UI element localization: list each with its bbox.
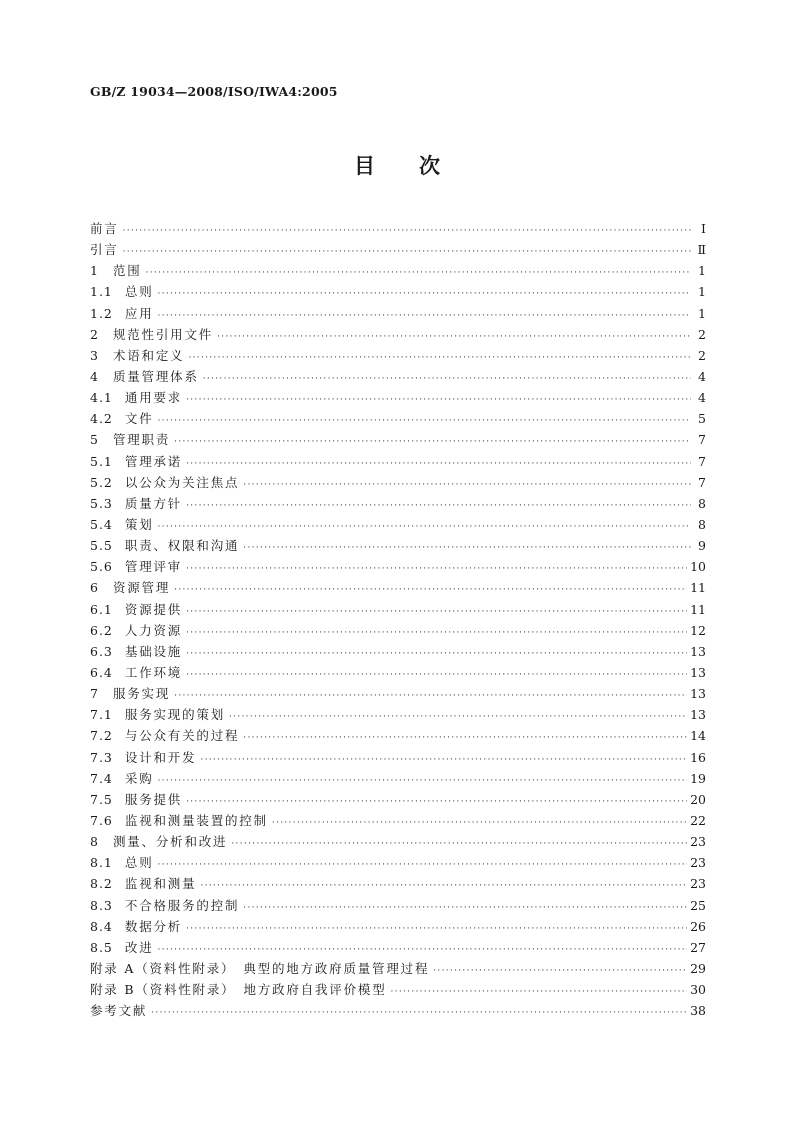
- toc-entry[interactable]: [90, 1000, 706, 1021]
- toc-entry-text: 采购: [124, 770, 154, 786]
- toc-leader-dots: [186, 602, 687, 623]
- toc-entry[interactable]: [90, 873, 706, 894]
- toc-entry-number: 7.5: [90, 791, 113, 807]
- toc-entry-text: 参考文献: [90, 1003, 148, 1019]
- toc-leader-dots: [243, 475, 691, 496]
- toc-entry-label: [90, 408, 158, 429]
- toc-entry[interactable]: [90, 895, 706, 916]
- toc-leader-dots: [243, 538, 691, 559]
- toc-entry-text: 文件: [124, 411, 154, 427]
- toc-entry-page: 1: [698, 263, 706, 279]
- toc-entry-page: 13: [690, 686, 706, 702]
- toc-entry[interactable]: [90, 303, 706, 324]
- toc-leader-dots: [200, 876, 687, 897]
- toc-leader-dots: [186, 390, 691, 411]
- toc-entry[interactable]: [90, 218, 706, 239]
- toc-entry-text: 应用: [124, 305, 154, 321]
- toc-entry[interactable]: [90, 620, 706, 641]
- toc-entry-text: 数据分析: [124, 918, 183, 934]
- toc-entry-number: 4: [90, 368, 99, 384]
- toc-leader-dots: [433, 961, 687, 982]
- toc-leader-dots: [158, 306, 692, 327]
- toc-leader-dots: [186, 496, 691, 517]
- standard-code: GB/Z 19034—2008/ISO/IWA4:2005: [90, 84, 338, 99]
- toc-entry-label: [90, 324, 217, 345]
- toc-entry-label: [90, 704, 229, 725]
- toc-entry[interactable]: [90, 599, 706, 620]
- toc-entry-label: [90, 451, 186, 472]
- toc-entry[interactable]: [90, 472, 706, 493]
- toc-entry-number: 7.3: [90, 749, 113, 765]
- toc-entry-page: 11: [690, 580, 706, 596]
- toc-entry-number: 7.1: [90, 707, 113, 723]
- toc-leader-dots: [151, 1003, 687, 1024]
- toc-entry-label: [90, 429, 174, 450]
- toc-entry-page: 14: [690, 728, 706, 744]
- toc-entry-text: 总则: [124, 284, 154, 300]
- toc-leader-dots: [186, 644, 687, 665]
- toc-entry[interactable]: [90, 556, 706, 577]
- toc-entry-text: 术语和定义: [112, 347, 185, 363]
- toc-entry-page: 16: [690, 749, 706, 765]
- toc-entry-page: 13: [690, 664, 706, 680]
- toc-entry-page: 1: [698, 305, 706, 321]
- toc-entry-number: 8.2: [90, 876, 113, 892]
- toc-entry-number: 5.2: [90, 474, 113, 490]
- toc-entry-number: 8.4: [90, 918, 113, 934]
- toc-entry-label: [90, 493, 186, 514]
- toc-leader-dots: [158, 284, 692, 305]
- toc-entry[interactable]: [90, 260, 706, 281]
- toc-entry-page: 22: [690, 812, 706, 828]
- toc-entry[interactable]: [90, 789, 706, 810]
- toc-leader-dots: [186, 665, 687, 686]
- toc-entry-text: 管理承诺: [124, 453, 183, 469]
- toc-entry[interactable]: [90, 810, 706, 831]
- toc-entry[interactable]: [90, 725, 706, 746]
- toc-entry-text: 职责、权限和沟通: [124, 538, 240, 554]
- toc-entry-text: 工作环境: [124, 664, 183, 680]
- toc-entry-label: [90, 281, 158, 302]
- toc-entry-label: [90, 725, 243, 746]
- toc-entry-text: 资源提供: [124, 601, 183, 617]
- toc-entry-number: 5.5: [90, 538, 113, 554]
- toc-entry-page: Ⅱ: [697, 242, 706, 258]
- toc-entry-page: 4: [698, 390, 706, 406]
- toc-entry-label: [90, 683, 174, 704]
- toc-entry-text: 附录 A（资料性附录） 典型的地方政府质量管理过程: [90, 960, 430, 976]
- toc-entry-page: 8: [698, 495, 706, 511]
- toc-entry-page: 4: [698, 368, 706, 384]
- toc-entry-text: 监视和测量: [124, 876, 197, 892]
- toc-entry-label: [90, 662, 186, 683]
- toc-entry-page: 23: [690, 855, 706, 871]
- toc-entry-page: 7: [698, 432, 706, 448]
- toc-entry[interactable]: [90, 641, 706, 662]
- toc-entry-label: [90, 218, 123, 239]
- toc-entry-page: 25: [690, 897, 706, 913]
- toc-entry-text: 管理评审: [124, 559, 183, 575]
- toc-entry-page: 23: [690, 876, 706, 892]
- toc-entry-page: 10: [690, 559, 706, 575]
- toc-entry-text: 测量、分析和改进: [112, 834, 228, 850]
- toc-entry-number: 4.1: [90, 390, 113, 406]
- toc-entry-number: 6.3: [90, 643, 113, 659]
- table-of-contents: [90, 218, 706, 1021]
- toc-entry-text: 服务实现: [112, 686, 171, 702]
- toc-entry-page: 23: [690, 834, 706, 850]
- toc-entry[interactable]: [90, 577, 706, 598]
- toc-entry[interactable]: [90, 535, 706, 556]
- toc-leader-dots: [174, 686, 687, 707]
- toc-entry-text: 不合格服务的控制: [124, 897, 240, 913]
- toc-entry-label: [90, 535, 243, 556]
- toc-entry-label: [90, 577, 174, 598]
- toc-entry[interactable]: [90, 239, 706, 260]
- toc-leader-dots: [174, 580, 687, 601]
- toc-entry-number: 6.4: [90, 664, 113, 680]
- toc-entry-page: 5: [698, 411, 706, 427]
- toc-entry-label: [90, 831, 231, 852]
- toc-leader-dots: [186, 454, 691, 475]
- toc-entry-label: [90, 345, 188, 366]
- toc-entry-label: [90, 260, 146, 281]
- toc-entry-page: 2: [698, 326, 706, 342]
- toc-leader-dots: [123, 242, 691, 263]
- toc-leader-dots: [158, 411, 692, 432]
- toc-entry-number: 6.1: [90, 601, 113, 617]
- toc-entry-number: 1.1: [90, 284, 113, 300]
- toc-entry-page: 19: [690, 770, 706, 786]
- toc-entry-page: 9: [698, 538, 706, 554]
- toc-entry-page: 2: [698, 347, 706, 363]
- toc-entry-page: 1: [698, 284, 706, 300]
- toc-entry-page: 13: [690, 707, 706, 723]
- toc-leader-dots: [174, 432, 691, 453]
- toc-entry[interactable]: [90, 979, 706, 1000]
- toc-leader-dots: [231, 834, 687, 855]
- toc-entry-label: [90, 599, 186, 620]
- toc-entry-text: 设计和开发: [124, 749, 197, 765]
- toc-entry-number: 5.3: [90, 495, 113, 511]
- toc-entry-label: [90, 852, 158, 873]
- toc-leader-dots: [243, 898, 687, 919]
- toc-entry[interactable]: [90, 704, 706, 725]
- toc-entry-number: 7.4: [90, 770, 113, 786]
- toc-entry[interactable]: [90, 831, 706, 852]
- toc-entry[interactable]: [90, 493, 706, 514]
- toc-entry-number: 5: [90, 432, 99, 448]
- toc-entry-label: [90, 239, 123, 260]
- toc-entry-label: [90, 514, 158, 535]
- toc-entry[interactable]: [90, 451, 706, 472]
- toc-entry[interactable]: [90, 916, 706, 937]
- toc-leader-dots: [217, 327, 691, 348]
- toc-entry-number: 8.1: [90, 855, 113, 871]
- toc-entry-label: [90, 387, 186, 408]
- toc-entry-label: [90, 937, 158, 958]
- toc-leader-dots: [158, 855, 688, 876]
- toc-entry-page: 26: [690, 918, 706, 934]
- toc-entry-number: 6: [90, 580, 99, 596]
- toc-entry-text: 服务提供: [124, 791, 183, 807]
- toc-entry[interactable]: [90, 747, 706, 768]
- toc-leader-dots: [186, 623, 687, 644]
- toc-entry-text: 总则: [124, 855, 154, 871]
- toc-entry-text: 规范性引用文件: [112, 326, 214, 342]
- toc-entry-label: [90, 620, 186, 641]
- toc-entry-label: [90, 789, 186, 810]
- toc-entry-page: 13: [690, 643, 706, 659]
- toc-entry[interactable]: [90, 366, 706, 387]
- toc-entry-label: [90, 979, 391, 1000]
- toc-entry-number: 7.6: [90, 812, 113, 828]
- toc-leader-dots: [123, 221, 691, 242]
- toc-entry-label: [90, 810, 272, 831]
- toc-entry-page: 29: [690, 960, 706, 976]
- toc-leader-dots: [391, 982, 688, 1003]
- toc-entry-label: [90, 366, 203, 387]
- toc-entry-text: 引言: [90, 242, 119, 258]
- toc-entry-page: 12: [690, 622, 706, 638]
- toc-entry-page: 8: [698, 516, 706, 532]
- toc-leader-dots: [188, 348, 691, 369]
- toc-entry-number: 5.4: [90, 516, 113, 532]
- toc-entry[interactable]: [90, 281, 706, 302]
- toc-entry-number: 8.3: [90, 897, 113, 913]
- toc-entry[interactable]: [90, 937, 706, 958]
- toc-entry-number: 7.2: [90, 728, 113, 744]
- toc-leader-dots: [272, 813, 687, 834]
- toc-entry-number: 1: [90, 263, 99, 279]
- toc-leader-dots: [186, 919, 687, 940]
- toc-entry[interactable]: [90, 852, 706, 873]
- toc-entry-page: 7: [698, 474, 706, 490]
- toc-entry-text: 通用要求: [124, 390, 183, 406]
- toc-entry-number: 7: [90, 686, 99, 702]
- toc-leader-dots: [146, 263, 691, 284]
- page-title: 目次: [354, 153, 484, 178]
- toc-entry-number: 4.2: [90, 411, 113, 427]
- toc-entry-text: 范围: [112, 263, 142, 279]
- toc-entry[interactable]: [90, 324, 706, 345]
- toc-entry-label: [90, 873, 200, 894]
- toc-entry-page: 11: [690, 601, 706, 617]
- toc-entry[interactable]: [90, 514, 706, 535]
- toc-leader-dots: [243, 728, 687, 749]
- toc-entry-text: 与公众有关的过程: [124, 728, 240, 744]
- toc-entry-text: 服务实现的策划: [124, 707, 225, 723]
- toc-entry-label: [90, 641, 186, 662]
- toc-entry-number: 5.1: [90, 453, 113, 469]
- toc-entry[interactable]: [90, 662, 706, 683]
- toc-entry-number: 6.2: [90, 622, 113, 638]
- toc-entry-page: 27: [690, 939, 706, 955]
- toc-entry-text: 改进: [124, 939, 154, 955]
- toc-entry[interactable]: [90, 429, 706, 450]
- toc-entry-number: 5.6: [90, 559, 113, 575]
- toc-entry-label: [90, 768, 158, 789]
- toc-entry-label: [90, 303, 158, 324]
- toc-entry[interactable]: [90, 408, 706, 429]
- toc-entry-text: 附录 B（资料性附录） 地方政府自我评价模型: [90, 982, 387, 998]
- toc-entry[interactable]: [90, 768, 706, 789]
- toc-entry-text: 前言: [90, 221, 119, 236]
- toc-entry-number: 1.2: [90, 305, 113, 321]
- toc-entry-text: 策划: [124, 516, 154, 532]
- toc-entry-text: 管理职责: [112, 432, 171, 448]
- toc-entry[interactable]: [90, 345, 706, 366]
- toc-entry-page: 38: [690, 1003, 706, 1019]
- toc-entry-number: 3: [90, 347, 99, 363]
- toc-entry-label: [90, 747, 200, 768]
- toc-entry-label: [90, 958, 433, 979]
- toc-entry-text: 以公众为关注焦点: [124, 474, 240, 490]
- toc-entry-page: 30: [690, 982, 706, 998]
- toc-entry[interactable]: [90, 683, 706, 704]
- toc-entry-text: 质量管理体系: [112, 368, 199, 384]
- toc-leader-dots: [200, 750, 687, 771]
- toc-entry-page: Ⅰ: [701, 221, 706, 236]
- toc-entry-label: [90, 472, 243, 493]
- toc-entry[interactable]: [90, 958, 706, 979]
- toc-entry-text: 监视和测量装置的控制: [124, 812, 268, 828]
- toc-entry-label: [90, 1000, 151, 1021]
- toc-entry-label: [90, 895, 243, 916]
- toc-entry-text: 质量方针: [124, 495, 183, 511]
- toc-entry-label: [90, 916, 186, 937]
- toc-entry-number: 2: [90, 326, 99, 342]
- toc-entry-number: 8: [90, 834, 99, 850]
- toc-entry-number: 8.5: [90, 939, 113, 955]
- toc-leader-dots: [186, 559, 687, 580]
- toc-entry-text: 基础设施: [124, 643, 183, 659]
- toc-leader-dots: [229, 707, 687, 728]
- toc-leader-dots: [203, 369, 691, 390]
- toc-leader-dots: [158, 771, 688, 792]
- toc-entry[interactable]: [90, 387, 706, 408]
- toc-entry-page: 20: [690, 791, 706, 807]
- toc-entry-page: 7: [698, 453, 706, 469]
- toc-entry-text: 资源管理: [112, 580, 171, 596]
- toc-entry-text: 人力资源: [124, 622, 183, 638]
- toc-entry-label: [90, 556, 186, 577]
